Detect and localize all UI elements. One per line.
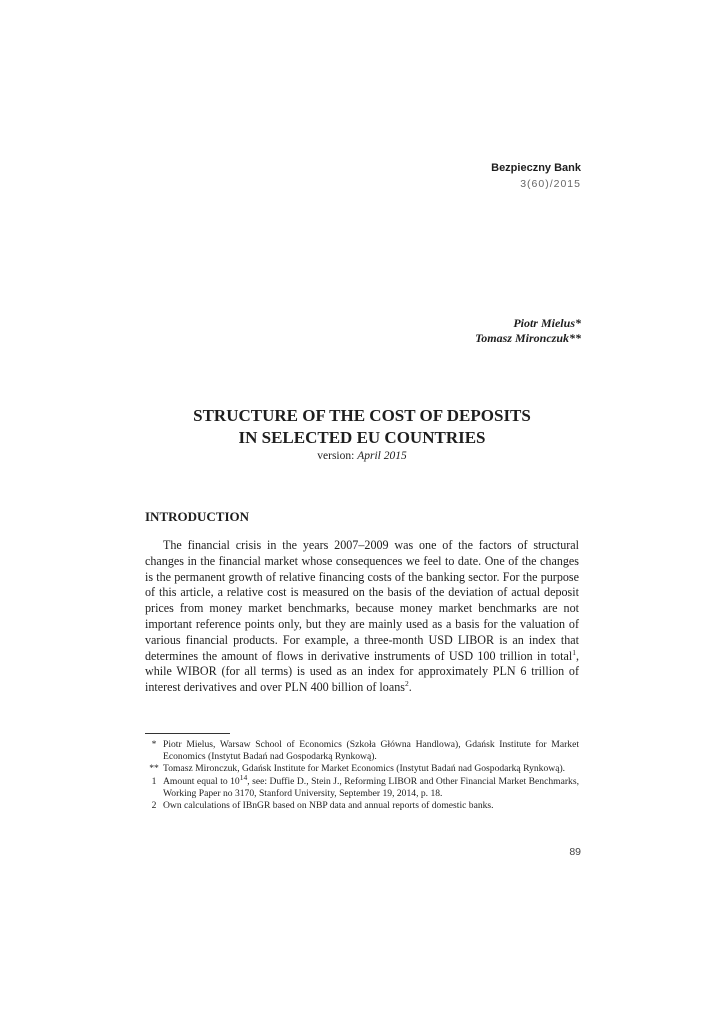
- journal-issue: 3(60)/2015: [520, 178, 581, 190]
- footnotes: [145, 739, 579, 812]
- section-heading: INTRODUCTION: [145, 509, 250, 524]
- footnote-text: Own calculations of IBnGR based on NBP data and annual reports of domestic banks.: [163, 800, 494, 812]
- journal-name: Bezpieczny Bank: [491, 162, 581, 174]
- title-line-1: STRUCTURE OF THE COST OF DEPOSITS: [193, 406, 531, 425]
- footnote-mark: *: [151, 739, 157, 750]
- journal-header: [491, 160, 581, 192]
- author-list: [475, 316, 581, 346]
- intro-paragraph: [145, 538, 579, 696]
- footnote-text: [163, 772, 579, 800]
- footnote-ref-2[interactable]: 2: [404, 679, 409, 689]
- footnote-author-2: [145, 763, 579, 775]
- footnote-ref-1[interactable]: 1: [572, 647, 576, 657]
- version-date: April 2015: [357, 450, 407, 462]
- footnote-author-1: [145, 739, 579, 763]
- author-1: Piotr Mielus*: [513, 316, 581, 330]
- paragraph-part-1: The financial crisis in the years 2007–2009 was one of the factors of structural changes in the financial market whose consequences we feel to date. One of the changes is the permanent growth of relative financing costs of the banking sector. For the purpose of this article, a relative cost is measured on the basis of the deviation of actual deposit prices from money market benchmarks, because money market benchmarks are not important reference points only, but they are mainly used as a basis for the valuation of various financial products. For example, a three-month USD LIBOR is an index that determines the amount of flows in derivative instruments of USD 100 trillion in total: [145, 538, 579, 663]
- version-line: [145, 450, 579, 462]
- footnote-text: Piotr Mielus, Warsaw School of Economics (Szkoła Główna Handlowa), Gdańsk Institute for Market Economics (Instytut Badań nad Gospodarką Rynkową).: [163, 739, 579, 763]
- footnote-2: [145, 800, 579, 812]
- footnote-1: [145, 772, 579, 800]
- footnote-text-after: , see: Duffie D., Stein J., Reforming LIBOR and Other Financial Market Benchmarks, Working Paper no 3170, Stanford University, September 19, 2014, p. 18.: [163, 775, 579, 799]
- author-2: Tomasz Mironczuk**: [475, 331, 581, 345]
- footnote-text: Tomasz Mironczuk, Gdańsk Institute for Market Economics (Instytut Badań nad Gospodarką Rynkową).: [163, 763, 566, 775]
- footnote-exponent: 14: [239, 772, 248, 782]
- version-label: version:: [317, 450, 355, 462]
- paragraph-part-3: .: [408, 680, 412, 695]
- article-title: [145, 405, 579, 449]
- footnote-divider: [145, 733, 230, 734]
- paragraph-part-2: , while WIBOR (for all terms) is used as an index for approximately PLN 6 trillion of interest derivatives and over PLN 400 billion of loans: [145, 648, 579, 695]
- footnote-mark: **: [149, 763, 159, 775]
- title-line-2: IN SELECTED EU COUNTRIES: [238, 428, 486, 447]
- page-number: 89: [569, 846, 581, 858]
- footnote-text-before: Amount equal to 10: [163, 775, 240, 787]
- footnote-mark: 2: [151, 800, 157, 812]
- footnote-mark: 1: [151, 775, 157, 787]
